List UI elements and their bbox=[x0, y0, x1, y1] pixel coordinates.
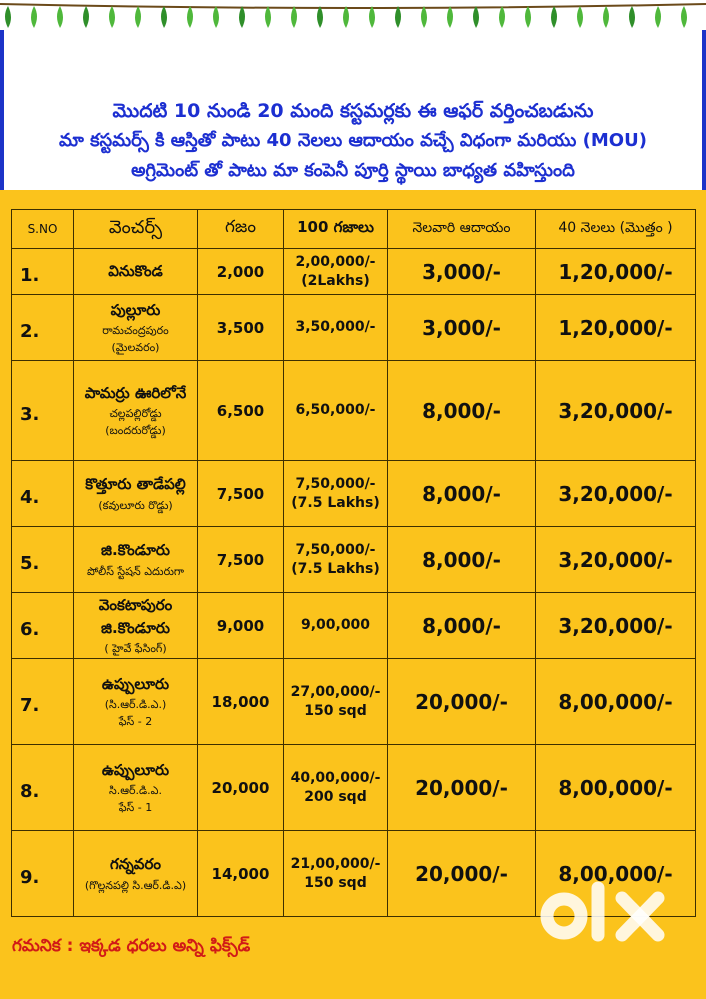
serial-number: 9. bbox=[12, 831, 74, 917]
total-40-months: 3,20,000/- bbox=[536, 593, 696, 659]
monthly-income: 3,000/- bbox=[388, 295, 536, 361]
ventures-table bbox=[11, 209, 696, 917]
venture-detail-2: (మైలవరం) bbox=[111, 341, 160, 355]
note-text: గమనిక : ఇక్కడ ధరలు అన్ని ఫిక్స్‌డ్ bbox=[12, 936, 251, 956]
column-header-gajam: గజం bbox=[198, 210, 284, 249]
serial-number: 6. bbox=[12, 593, 74, 659]
total-40-months: 1,20,000/- bbox=[536, 249, 696, 295]
venture-name: జి.కొండూరు bbox=[101, 541, 170, 560]
serial-number: 3. bbox=[12, 361, 74, 461]
hundred-gajalu-price bbox=[284, 249, 388, 295]
table-row bbox=[12, 361, 696, 461]
monthly-income: 20,000/- bbox=[388, 745, 536, 831]
hundred-gajalu-price bbox=[284, 361, 388, 461]
price-value: 7,50,000/- bbox=[295, 475, 376, 492]
price-value: 21,00,000/- bbox=[290, 855, 381, 872]
venture-name: కొత్తూరు తాడేపల్లి bbox=[85, 475, 186, 494]
price-note: (7.5 Lakhs) bbox=[291, 494, 380, 511]
headline-line-1: మొదటి 10 నుండి 20 మంది కస్టమర్లకు ఈ ఆఫర్ వర్తించబడును bbox=[112, 100, 594, 122]
gajam-price: 18,000 bbox=[198, 659, 284, 745]
serial-number: 7. bbox=[12, 659, 74, 745]
venture-detail: (సి.ఆర్.డి.ఎ.) bbox=[104, 698, 167, 712]
venture-detail-2: (బందరురోడ్డు) bbox=[105, 424, 166, 438]
leaf-garland-decoration bbox=[0, 0, 706, 30]
table-row bbox=[12, 527, 696, 593]
column-header-monthly-income: నెలవారి ఆదాయం bbox=[388, 210, 536, 249]
venture-name: పుల్లూరు bbox=[110, 300, 161, 319]
serial-number: 5. bbox=[12, 527, 74, 593]
hundred-gajalu-price bbox=[284, 745, 388, 831]
total-40-months: 1,20,000/- bbox=[536, 295, 696, 361]
hundred-gajalu-price bbox=[284, 461, 388, 527]
gajam-price: 20,000 bbox=[198, 745, 284, 831]
gajam-price: 7,500 bbox=[198, 527, 284, 593]
venture-name: వెంకటాపురం జి.కొండూరు bbox=[98, 595, 173, 637]
headline-line-3: అగ్రిమెంట్ తో పాటు మా కంపెనీ పూర్తి స్థాయి బాధ్యత వహిస్తుంది bbox=[131, 160, 575, 181]
venture-cell bbox=[74, 461, 198, 527]
table-row bbox=[12, 461, 696, 527]
monthly-income: 20,000/- bbox=[388, 659, 536, 745]
table-row bbox=[12, 295, 696, 361]
table-row bbox=[12, 659, 696, 745]
hundred-gajalu-price bbox=[284, 295, 388, 361]
venture-cell bbox=[74, 361, 198, 461]
monthly-income: 3,000/- bbox=[388, 249, 536, 295]
venture-cell bbox=[74, 593, 198, 659]
serial-number: 4. bbox=[12, 461, 74, 527]
column-header-40-months-total: 40 నెలలు (మొత్తం ) bbox=[536, 210, 696, 249]
venture-detail: ( హైవే ఫేసింగ్) bbox=[104, 642, 167, 656]
olx-watermark-logo bbox=[540, 880, 680, 958]
monthly-income: 8,000/- bbox=[388, 361, 536, 461]
gajam-price: 7,500 bbox=[198, 461, 284, 527]
table-header-row bbox=[12, 210, 696, 249]
hundred-gajalu-price bbox=[284, 527, 388, 593]
table-row bbox=[12, 745, 696, 831]
price-value: 27,00,000/- bbox=[290, 683, 381, 700]
venture-name: వినుకొండ bbox=[108, 261, 163, 280]
offer-headline bbox=[0, 90, 706, 190]
venture-name: పామర్రు ఊరిలోనే bbox=[84, 383, 187, 402]
price-note: 150 sqd bbox=[304, 702, 367, 719]
monthly-income: 8,000/- bbox=[388, 593, 536, 659]
venture-cell bbox=[74, 295, 198, 361]
serial-number: 1. bbox=[12, 249, 74, 295]
hundred-gajalu-price bbox=[284, 831, 388, 917]
monthly-income: 8,000/- bbox=[388, 527, 536, 593]
total-40-months: 8,00,000/- bbox=[536, 831, 696, 917]
serial-number: 2. bbox=[12, 295, 74, 361]
price-value: 7,50,000/- bbox=[295, 541, 376, 558]
price-note: 150 sqd bbox=[304, 874, 367, 891]
monthly-income: 20,000/- bbox=[388, 831, 536, 917]
venture-name: ఉప్పులూరు bbox=[101, 674, 170, 693]
venture-detail: సి.ఆర్.డి.ఎ. bbox=[109, 784, 162, 798]
monthly-income: 8,000/- bbox=[388, 461, 536, 527]
gajam-price: 2,000 bbox=[198, 249, 284, 295]
price-value: 9,00,000 bbox=[300, 617, 371, 634]
price-value: 40,00,000/- bbox=[290, 769, 381, 786]
price-note: (2Lakhs) bbox=[301, 272, 370, 289]
total-40-months: 3,20,000/- bbox=[536, 527, 696, 593]
hundred-gajalu-price bbox=[284, 659, 388, 745]
gajam-price: 14,000 bbox=[198, 831, 284, 917]
price-note: 200 sqd bbox=[304, 788, 367, 805]
venture-detail: చల్లపల్లిరోడ్డు bbox=[109, 407, 162, 421]
table-row bbox=[12, 249, 696, 295]
venture-cell bbox=[74, 745, 198, 831]
venture-detail: రామచంద్రపురం bbox=[102, 324, 169, 338]
serial-number: 8. bbox=[12, 745, 74, 831]
total-40-months: 8,00,000/- bbox=[536, 659, 696, 745]
total-40-months: 8,00,000/- bbox=[536, 745, 696, 831]
venture-detail: (కవులూరు రొడ్డు) bbox=[98, 498, 173, 512]
column-header-sno: S.NO bbox=[12, 210, 74, 249]
venture-detail: (గొల్లనపల్లి సి.ఆర్.డి.ఎ) bbox=[84, 878, 187, 892]
venture-cell bbox=[74, 527, 198, 593]
venture-detail-2: ఫేస్ - 2 bbox=[118, 715, 153, 729]
gajam-price: 6,500 bbox=[198, 361, 284, 461]
venture-cell bbox=[74, 249, 198, 295]
venture-name: గన్నవరం bbox=[110, 855, 161, 874]
total-40-months: 3,20,000/- bbox=[536, 361, 696, 461]
headline-line-2: మా కస్టమర్స్ కి ఆస్తితో పాటు 40 నెలలు ఆదాయం వచ్చే విధంగా మరియు (MOU) bbox=[59, 130, 647, 151]
total-40-months: 3,20,000/- bbox=[536, 461, 696, 527]
column-header-100-gajalu: 100 గజాలు bbox=[284, 210, 388, 249]
venture-cell bbox=[74, 831, 198, 917]
venture-detail: పోలీస్ స్టేషన్ ఎదురుగా bbox=[86, 564, 185, 578]
hundred-gajalu-price bbox=[284, 593, 388, 659]
gajam-price: 9,000 bbox=[198, 593, 284, 659]
price-value: 6,50,000/- bbox=[295, 402, 376, 419]
header-frame bbox=[0, 30, 706, 90]
venture-detail-2: ఫేస్ - 1 bbox=[118, 801, 153, 815]
gajam-price: 3,500 bbox=[198, 295, 284, 361]
column-header-ventures: వెంచర్స్ bbox=[74, 210, 198, 249]
venture-name: ఉప్పులూరు bbox=[101, 760, 170, 779]
table-row bbox=[12, 593, 696, 659]
price-value: 3,50,000/- bbox=[295, 319, 376, 336]
venture-cell bbox=[74, 659, 198, 745]
price-value: 2,00,000/- bbox=[295, 253, 376, 270]
price-note: (7.5 Lakhs) bbox=[291, 560, 380, 577]
